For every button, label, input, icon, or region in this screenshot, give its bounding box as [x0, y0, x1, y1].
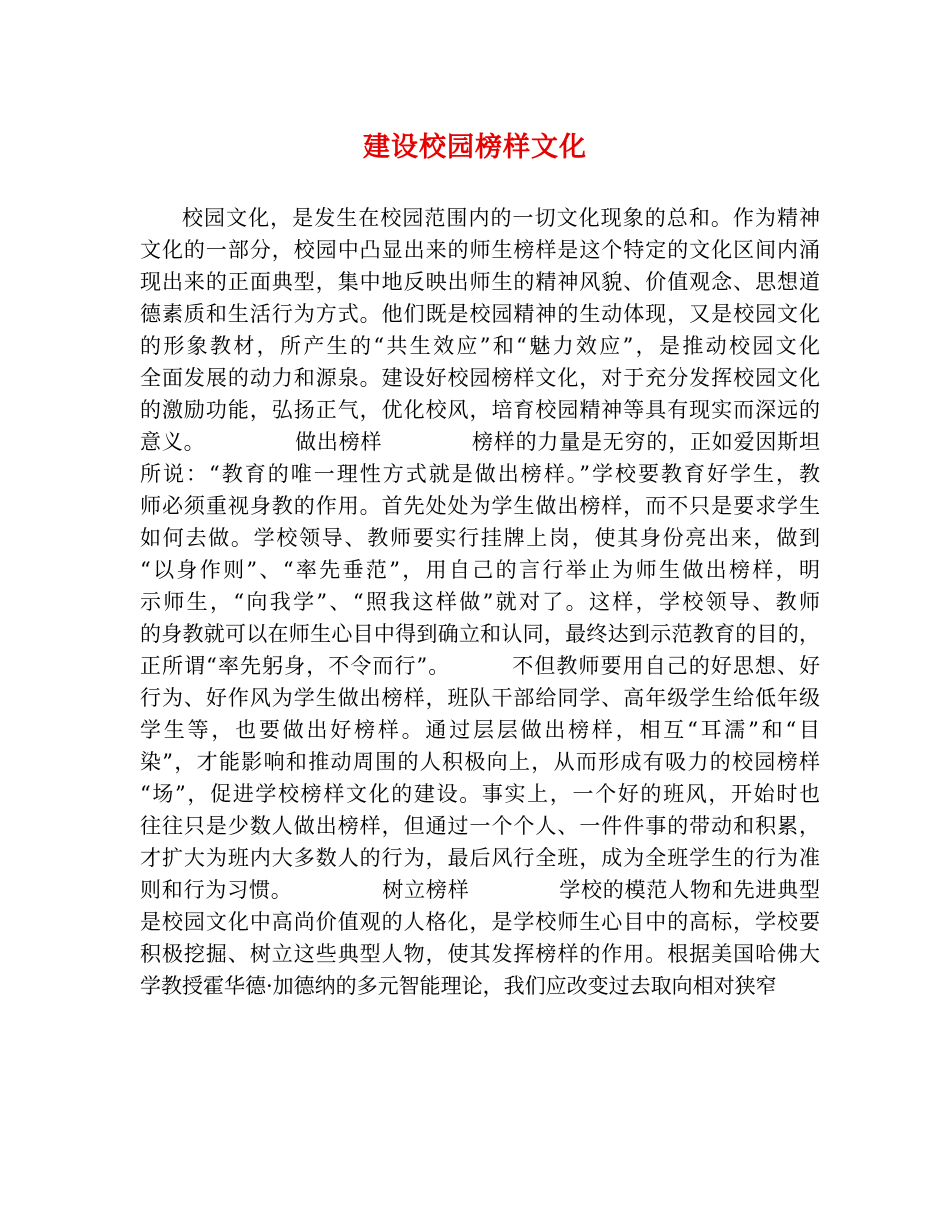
text-line: 示师生，“向我学”、“照我这样做”就对了。这样，学校领导、教师: [140, 590, 820, 614]
text-line: 积极挖掘、树立这些典型人物，使其发挥榜样的作用。根据美国哈佛大: [140, 942, 820, 966]
text-line: 师必须重视身教的作用。首先处处为学生做出榜样，而不只是要求学生: [140, 494, 820, 518]
text-line: 染”，才能影响和推动周围的人积极向上，从而形成有吸力的校园榜样: [140, 750, 820, 774]
document-title: 建设校园榜样文化: [363, 132, 587, 163]
document-body: [140, 202, 820, 1002]
text-line: 学生等，也要做出好榜样。通过层层做出榜样，相互“耳濡”和“目: [140, 718, 820, 742]
text-line: 德素质和生活行为方式。他们既是校园精神的生动体现，又是校园文化: [140, 302, 820, 326]
text-line: “以身作则”、“率先垂范”，用自己的言行举止为师生做出榜样，明: [140, 558, 820, 582]
text-line: 的形象教材，所产生的“共生效应”和“魅力效应”，是推动校园文化: [140, 334, 820, 358]
text-line: 行为、好作风为学生做出榜样，班队干部给同学、高年级学生给低年级: [140, 686, 820, 710]
text-line: 全面发展的动力和源泉。建设好校园榜样文化，对于充分发挥校园文化: [140, 366, 820, 390]
text-line: 文化的一部分，校园中凸显出来的师生榜样是这个特定的文化区间内涌: [140, 238, 820, 262]
text-line: 所说：“教育的唯一理性方式就是做出榜样。”学校要教育好学生，教: [140, 462, 820, 486]
text-line: 正所谓“率先躬身，不令而行”。 不但教师要用自己的好思想、好: [140, 654, 820, 678]
text-line: 是校园文化中高尚价值观的人格化，是学校师生心目中的高标，学校要: [140, 910, 820, 934]
text-line: 现出来的正面典型，集中地反映出师生的精神风貌、价值观念、思想道: [140, 270, 820, 294]
text-line: 的激励功能，弘扬正气，优化校风，培育校园精神等具有现实而深远的: [140, 398, 820, 422]
text-line: 的身教就可以在师生心目中得到确立和认同，最终达到示范教育的目的，: [140, 622, 820, 646]
text-line: 往往只是少数人做出榜样，但通过一个个人、一件件事的带动和积累，: [140, 814, 820, 838]
text-line: 则和行为习惯。 树立榜样 学校的模范人物和先进典型: [140, 878, 820, 902]
text-line: 校园文化，是发生在校园范围内的一切文化现象的总和。作为精神: [182, 206, 820, 230]
text-line: 如何去做。学校领导、教师要实行挂牌上岗，使其身份亮出来，做到: [140, 526, 820, 550]
text-line: 才扩大为班内大多数人的行为，最后风行全班，成为全班学生的行为准: [140, 846, 820, 870]
text-line: “场”，促进学校榜样文化的建设。事实上，一个好的班风，开始时也: [140, 782, 820, 806]
text-line: 学教授霍华德·加德纳的多元智能理论，我们应改变过去取向相对狭窄: [140, 974, 777, 998]
text-line: 意义。 做出榜样 榜样的力量是无穷的，正如爱因斯坦: [140, 430, 820, 454]
